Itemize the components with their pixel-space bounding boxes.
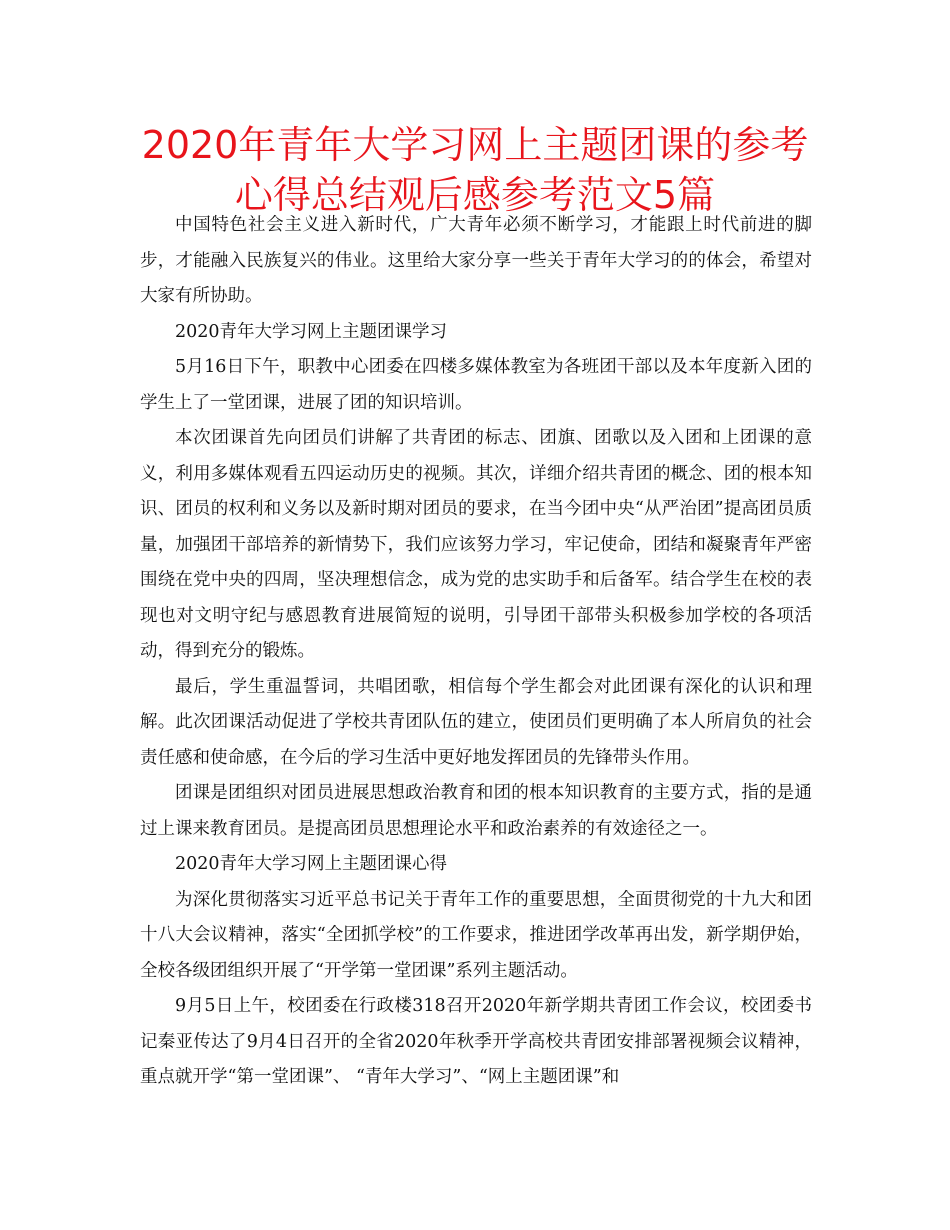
paragraph: 最后，学生重温誓词，共唱团歌，相信每个学生都会对此团课有深化的认识和理解。此次团课活动促进了学校共青团队伍的建立，使团员们更明确了本人所肩负的社会责任感和使命感，在今后的学习生活中更好地发挥团员的先锋带头作用。 [140,676,812,768]
paragraph: 为深化贯彻落实习近平总书记关于青年工作的重要思想，全面贯彻党的十九大和团十八大会议精神，落实“全团抓学校”的工作要求，推进团学改革再出发，新学期伊始，全校各级团组织开展了“开学第一堂团课”系列主题活动。 [140,889,812,981]
section-heading-study: 2020青年大学习网上主题团课学习 [175,321,448,342]
paragraph-intro: 中国特色社会主义进入新时代，广大青年必须不断学习，才能跟上时代前进的脚步，才能融入民族复兴的伟业。这里给大家分享一些关于青年大学习的的体会，希望对大家有所协助。 [140,215,812,306]
paragraph: 团课是团组织对团员进展思想政治教育和团的根本知识教育的主要方式，指的是通过上课来教育团员。是提高团员思想理论水平和政治素养的有效途径之一。 [140,783,812,839]
paragraph: 5月16日下午，职教中心团委在四楼多媒体教室为各班团干部以及本年度新入团的学生上了一堂团课，进展了团的知识培训。 [140,357,812,413]
section-heading-reflection: 2020青年大学习网上主题团课心得 [175,854,448,874]
paragraph: 9月5日上午，校团委在行政楼318召开2020年新学期共青团工作会议，校团委书记秦亚传达了9月4日召开的全省2020年秋季开学高校共青团安排部署视频会议精神，重点就开学“第一堂团课”、 “青年大学习”、“网上主题团课”和 [140,996,812,1087]
paragraph: 本次团课首先向团员们讲解了共青团的标志、团旗、团歌以及入团和上团课的意义，利用多媒体观看五四运动历史的视频。其次，详细介绍共青团的概念、团的根本知识、团员的权利和义务以及新时期对团员的要求，在当今团中央“从严治团”提高团员质量，加强团干部培养的新情势下，我们应该努力学习，牢记使命，团结和凝聚青年严密围绕在党中央的四周，坚决理想信念，成为党的忠实助手和后备军。结合学生在校的表现也对文明守纪与感恩教育进展简短的说明，引导团干部带头积极参加学校的各项活动，得到充分的锻炼。 [140,428,812,661]
document-body [140,208,812,1096]
document-title: 2020年青年大学习网上主题团课的参考心得总结观后感参考范文5篇 [141,123,809,217]
